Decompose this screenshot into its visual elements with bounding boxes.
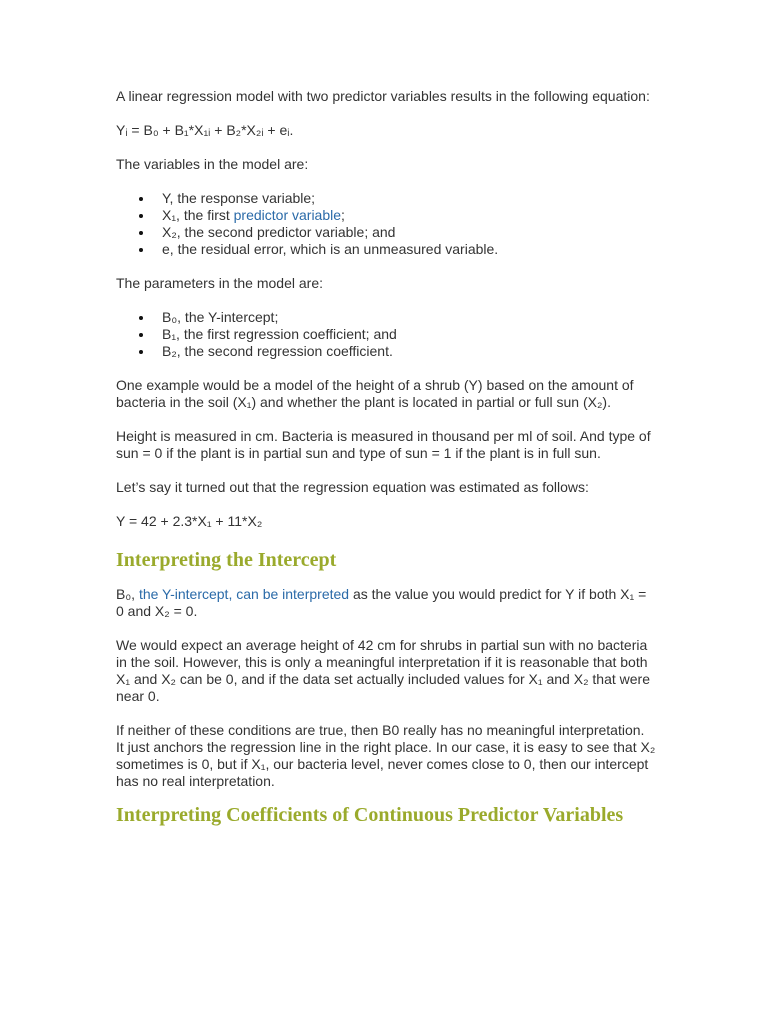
model-equation: Yᵢ = B₀ + B₁*X₁ᵢ + B₂*X₂ᵢ + eᵢ.	[116, 122, 294, 138]
intercept-paragraph-3: If neither of these conditions are true, then B0 really has no meaningful interpretation. It just anchors the regression line in the right place. In our case, it is easy to see that X₂ sometimes is 0, but if X₁, our bacteria level, never comes close to 0, then our intercept has no real interpretation.	[116, 722, 656, 789]
heading-intercept: Interpreting the Intercept	[116, 549, 337, 571]
list-item: B₁, the first regression coefficient; and	[116, 326, 656, 343]
variables-intro: The variables in the model are:	[116, 156, 309, 172]
parameters-list	[116, 309, 656, 360]
intercept-paragraph-2: We would expect an average height of 42 cm for shrubs in partial sun with no bacteria in the soil. However, this is only a meaningful interpretation if it is reasonable that both X₁ and X₂ can be 0, and if the data set actually included values for X₁ and X₂ that were near 0.	[116, 637, 650, 704]
list-item: X₁, the first predictor variable;	[116, 207, 656, 224]
list-item: X₂, the second predictor variable; and	[116, 224, 656, 241]
intro-paragraph: A linear regression model with two predictor variables results in the following equation:	[116, 88, 650, 104]
variables-list	[116, 190, 656, 258]
example-paragraph: One example would be a model of the height of a shrub (Y) based on the amount of bacteria in the soil (X₁) and whether the plant is located in partial or full sun (X₂).	[116, 377, 634, 410]
bullet-icon	[139, 214, 143, 218]
bullet-icon	[139, 333, 143, 337]
article-body	[116, 88, 656, 829]
parameters-intro: The parameters in the model are:	[116, 275, 323, 291]
bullet-icon	[139, 231, 143, 235]
intercept-paragraph-1: B₀, the Y-intercept, can be interpreted as the value you would predict for Y if both X₁ = 0 and X₂ = 0.	[116, 586, 647, 619]
bullet-icon	[139, 350, 143, 354]
list-item: Y, the response variable;	[116, 190, 656, 207]
measures-paragraph: Height is measured in cm. Bacteria is measured in thousand per ml of soil. And type of sun = 0 if the plant is in partial sun and type of sun = 1 if the plant is in full sun.	[116, 428, 651, 461]
bullet-icon	[139, 248, 143, 252]
bullet-icon	[139, 197, 143, 201]
y-intercept-link[interactable]: the Y-intercept, can be interpreted	[138, 586, 350, 602]
list-item: e, the residual error, which is an unmeasured variable.	[116, 241, 656, 258]
bullet-icon	[139, 316, 143, 320]
predictor-variable-link[interactable]: predictor variable	[233, 207, 342, 223]
list-item: B₂, the second regression coefficient.	[116, 343, 656, 360]
list-item: B₀, the Y-intercept;	[116, 309, 656, 326]
estimated-equation: Y = 42 + 2.3*X₁ + 11*X₂	[116, 513, 263, 529]
heading-coefficients: Interpreting Coefficients of Continuous Predictor Variables	[116, 804, 624, 826]
lets-say-paragraph: Let’s say it turned out that the regression equation was estimated as follows:	[116, 479, 589, 495]
